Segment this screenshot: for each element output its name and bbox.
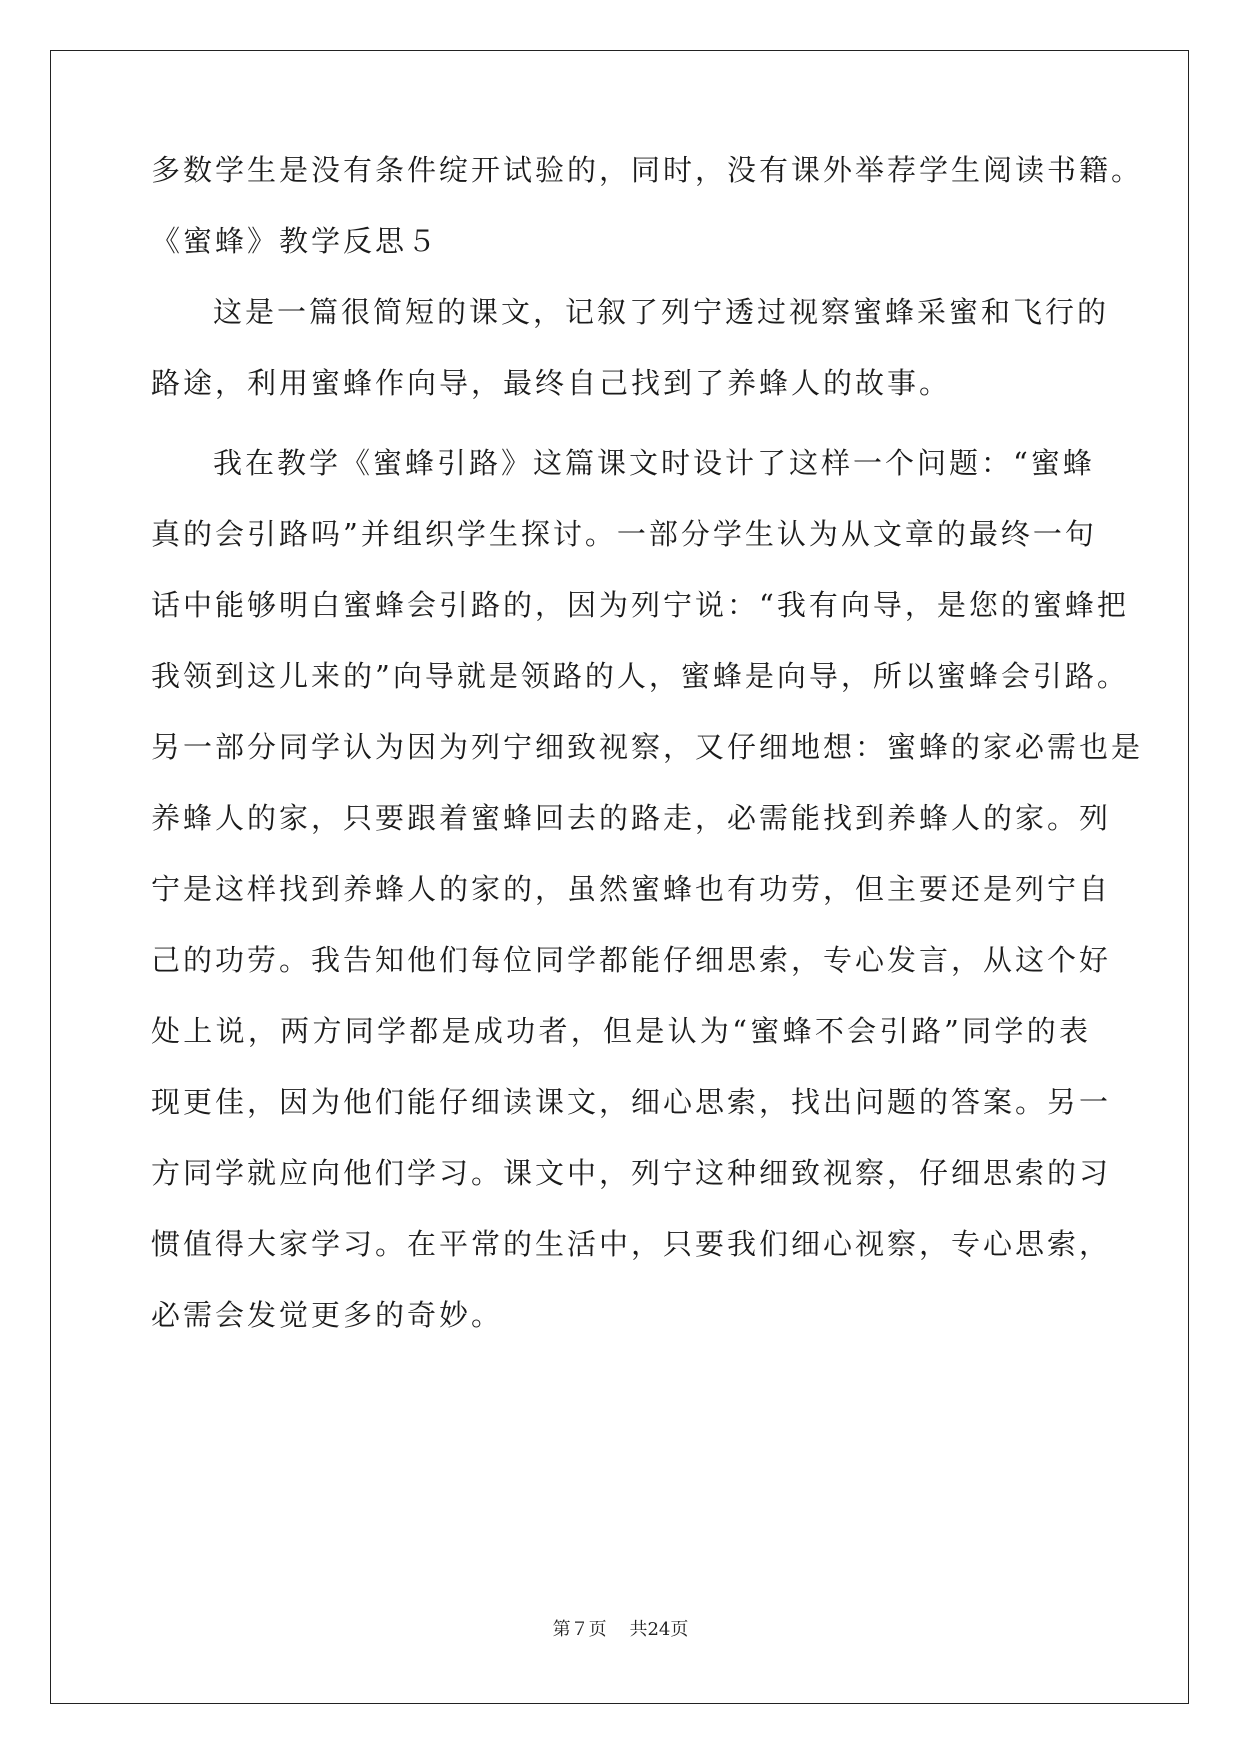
body-line: 另一部分同学认为因为列宁细致视察，又仔细地想：蜜蜂的家必需也是 xyxy=(151,730,1144,764)
page-footer xyxy=(0,1618,1241,1642)
body-line: 现更佳，因为他们能仔细读课文，细心思索，找出问题的答案。另一 xyxy=(151,1085,1112,1119)
body-line: 处上说，两方同学都是成功者，但是认为“蜜蜂不会引路”同学的表 xyxy=(151,1014,1091,1048)
body-line: 宁是这样找到养蜂人的家的，虽然蜜蜂也有功劳，但主要还是列宁自 xyxy=(151,872,1112,906)
body-line: 真的会引路吗”并组织学生探讨。一部分学生认为从文章的最终一句 xyxy=(151,517,1097,551)
body-line: 话中能够明白蜜蜂会引路的，因为列宁说：“我有向导，是您的蜜蜂把 xyxy=(151,588,1129,622)
body-line: 方同学就应向他们学习。课文中，列宁这种细致视察，仔细思索的习 xyxy=(151,1156,1112,1190)
total-pages: 共24页 xyxy=(629,1619,689,1640)
body-line: 我在教学《蜜蜂引路》这篇课文时设计了这样一个问题：“蜜蜂 xyxy=(213,446,1095,480)
body-line: 惯值得大家学习。在平常的生活中，只要我们细心视察，专心思索， xyxy=(151,1227,1112,1261)
body-line: 必需会发觉更多的奇妙。 xyxy=(151,1298,504,1332)
body-line: 己的功劳。我告知他们每位同学都能仔细思索，专心发言，从这个好 xyxy=(151,943,1112,977)
page-number: 第７页 xyxy=(552,1619,607,1640)
section-heading: 《蜜蜂》教学反思５ xyxy=(151,224,440,258)
body-line: 这是一篇很简短的课文，记叙了列宁透过视察蜜蜂采蜜和飞行的 xyxy=(213,295,1110,329)
body-line: 多数学生是没有条件绽开试验的，同时，没有课外举荐学生阅读书籍。 xyxy=(151,153,1144,187)
body-line: 养蜂人的家，只要跟着蜜蜂回去的路走，必需能找到养蜂人的家。列 xyxy=(151,801,1112,835)
body-line: 我领到这儿来的”向导就是领路的人，蜜蜂是向导，所以蜜蜂会引路。 xyxy=(151,659,1129,693)
body-line: 路途，利用蜜蜂作向导，最终自己找到了养蜂人的故事。 xyxy=(151,366,952,400)
